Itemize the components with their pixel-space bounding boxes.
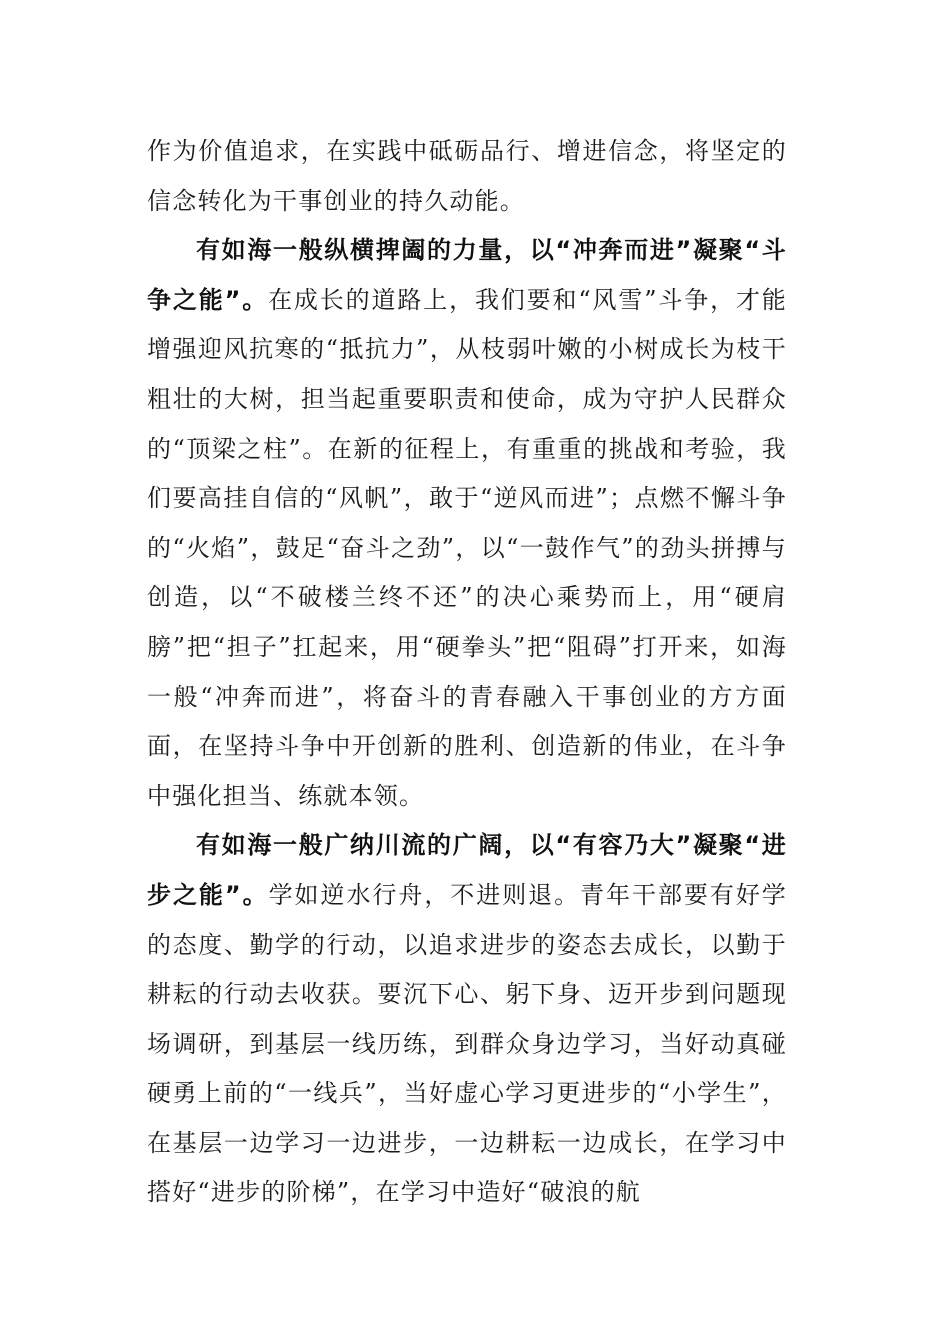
paragraph-continuation	[147, 127, 787, 226]
paragraph-text: 在成长的道路上，我们要和“风雪”斗争，才能增强迎风抗寒的“抵抗力”，从枝弱叶嫩的小树成长为枝干粗壮的大树，担当起重要职责和使命，成为守护人民群众的“顶梁之柱”。在新的征程上，有重重的挑战和考验，我们要高挂自信的“风帆”，敢于“逆风而进”；点燃不懈斗争的“火焰”，鼓足“奋斗之劲”，以“一鼓作气”的劲头拼搏与创造，以“不破楼兰终不还”的决心乘势而上，用“硬肩膀”把“担子”扛起来，用“硬拳头”把“阻碍”打开来，如海一般“冲奔而进”，将奋斗的青春融入干事创业的方方面面，在坚持斗争中开创新的胜利、创造新的伟业，在斗争中强化担当、练就本领。	[147, 285, 787, 810]
paragraph-text: 作为价值追求，在实践中砥砺品行、增进信念，将坚定的信念转化为干事创业的持久动能。	[147, 137, 787, 215]
paragraph-lead-heading: 有如海一般广纳川流的广阔，以“有容乃大”凝聚“进步之能”。	[147, 831, 787, 909]
paragraph-lead-heading: 有如海一般纵横捭阖的力量，以“冲奔而进”凝聚“斗争之能”。	[147, 236, 787, 314]
paragraph-text: 学如逆水行舟，不进则退。青年干部要有好学的态度、勤学的行动，以追求进步的姿态去成长，以勤于耕耘的行动去收获。要沉下心、躬下身、迈开步到问题现场调研，到基层一线历练，到群众身边学习，当好动真碰硬勇上前的“一线兵”，当好虚心学习更进步的“小学生”，在基层一边学习一边进步，一边耕耘一边成长，在学习中搭好“进步的阶梯”，在学习中造好“破浪的航	[147, 880, 787, 1207]
paragraph-progress	[147, 821, 787, 1218]
document-body	[147, 127, 787, 1218]
paragraph-struggle	[147, 226, 787, 821]
